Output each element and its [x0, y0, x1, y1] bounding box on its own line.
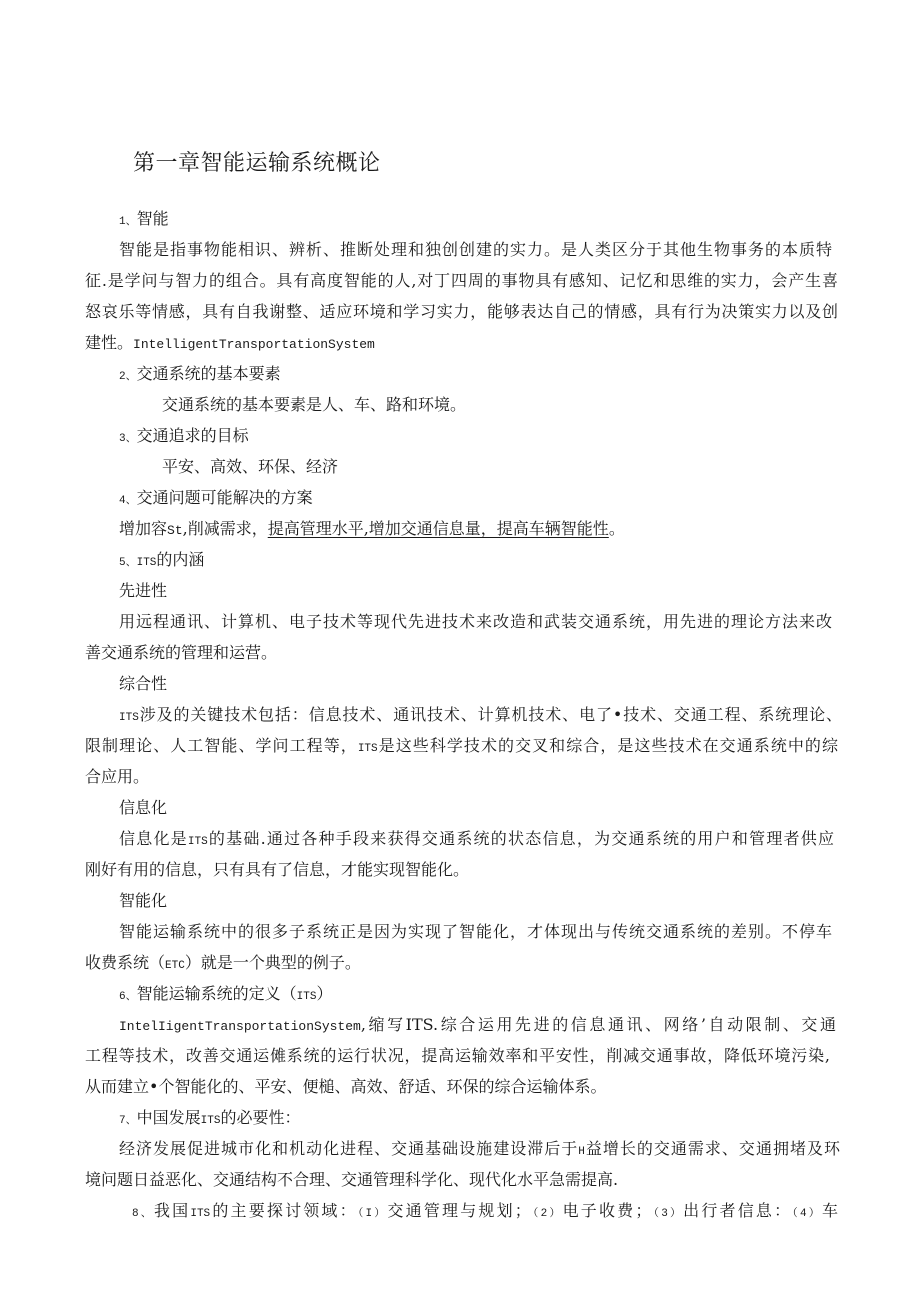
paragraph-line: 怒哀乐等情感，具有自我谢整、适应环境和学习实力，能够表达自己的情感，具有行为决策实力以及创	[85, 302, 838, 321]
paragraph-line: 平安、高效、环保、经济	[162, 457, 339, 476]
text-run: 。	[608, 519, 625, 538]
text-run: 建性。	[85, 333, 134, 352]
text-run: St	[167, 523, 183, 538]
paragraph-line: 从而建立•个智能化的、平安、便槌、高效、舒适、环保的综合运输体系。	[85, 1077, 607, 1096]
text-run: 益增长的交通需求、交通拥堵及环	[584, 1139, 840, 1158]
underlined-text: 提高管理水平,增加交通信息量，提高车辆智能性	[267, 519, 609, 538]
section-number: 1、	[119, 216, 137, 228]
paragraph-line	[119, 519, 625, 541]
section-title: 智能运输系统的定义（	[136, 984, 297, 1003]
list-item: 交通管理与规划；	[387, 1201, 531, 1220]
paragraph-line: 用远程通讯、计算机、电子技术等现代先进技术来改造和武装交通系统，用先进的理论方法来改	[119, 612, 832, 631]
paragraph-line	[119, 705, 842, 728]
section-8-heading	[132, 1201, 838, 1224]
subsection-title: 先进性	[119, 581, 168, 600]
paragraph-line: 智能是指事物能相识、辨析、推断处理和独创创建的实力。是人类区分于其他生物事务的本质特	[119, 240, 832, 259]
subsection-title: 信息化	[119, 798, 168, 817]
text-run: 的必要性：	[220, 1108, 301, 1127]
chapter-title: 第一章智能运输系统概论	[133, 151, 381, 176]
abbreviation: ITS	[136, 557, 157, 569]
text-run: 我国	[153, 1201, 191, 1220]
abbreviation: ITS	[187, 836, 208, 848]
text-run: 是这些科学技术的交叉和综合，是这些技术在交通系统中的综	[377, 736, 838, 755]
paragraph-line: 刚好有用的信息，只有具有了信息，才能实现智能化。	[85, 860, 470, 879]
section-title: 智能	[136, 209, 169, 228]
text-run: 信息化是	[119, 829, 188, 848]
section-number: 2、	[119, 371, 137, 383]
paragraph-line: 合应用。	[85, 767, 150, 786]
paragraph-line	[85, 333, 375, 355]
paragraph-line	[119, 829, 834, 852]
list-item: 车	[821, 1201, 838, 1220]
section-4-heading	[119, 488, 313, 511]
text-run: 限制理论、人工智能、学问工程等，	[85, 736, 358, 755]
paragraph-line: 境问题日益恶化、交通结构不合理、交通管理科学化、现代化水平急需提高.	[85, 1170, 619, 1189]
paragraph-line	[85, 953, 361, 976]
section-title: 的内涵	[156, 550, 205, 569]
paragraph-line	[85, 736, 838, 759]
section-number: 3、	[119, 433, 137, 445]
text-run: ,削减需求，	[182, 519, 268, 538]
section-number: 7、	[119, 1115, 137, 1127]
text-run: 经济发展促进城市化和机动化进程、交通基础设施建设滞后于	[119, 1139, 579, 1158]
english-term: IntelligentTransportationSystem	[133, 337, 375, 352]
section-title: 中国发展	[136, 1108, 201, 1127]
section-6-heading	[119, 984, 332, 1007]
list-item: 电子收费；	[562, 1201, 652, 1220]
text-run: 涉及的关键技术包括：信息技术、通讯技术、计算机技术、电了•技术、交通工程、系统理论、	[138, 705, 842, 724]
section-title: 交通系统的基本要素	[136, 364, 281, 383]
section-number: 5、	[119, 557, 137, 569]
english-term: IntelIigentTransportationSystem	[119, 1019, 361, 1034]
subsection-title: 综合性	[119, 674, 168, 693]
abbreviation: ITS	[296, 991, 317, 1003]
text-run: 收费系统（	[85, 953, 166, 972]
list-item: 出行者信息：	[683, 1201, 793, 1220]
section-title: 交通追求的目标	[136, 426, 249, 445]
section-3-heading	[119, 426, 249, 449]
text-run: ,缩写ITS.综合运用先进的信息通讯、网络’自动限制、交通	[360, 1015, 836, 1034]
abbreviation: ITS	[200, 1115, 221, 1127]
text-run: 增加容	[119, 519, 168, 538]
section-number: 6、	[119, 991, 137, 1003]
section-1-heading	[119, 209, 169, 232]
text-run: 的基础.通过各种手段来获得交通系统的状态信息，为交通系统的用户和管理者供应	[207, 829, 834, 848]
paragraph-line: 智能运输系统中的很多子系统正是因为实现了智能化，才体现出与传统交通系统的差别。不停车	[119, 922, 832, 941]
text-run: ）	[316, 984, 333, 1003]
paragraph-line	[119, 1139, 840, 1162]
paragraph-line: 征.是学问与智力的组合。具有高度智能的人,对丁四周的事物具有感知、记忆和思维的实力，会产生喜	[85, 271, 838, 290]
section-5-heading	[119, 550, 204, 573]
text-run: 的主要探讨领域：	[210, 1201, 358, 1220]
section-title: 交通问题可能解决的方案	[136, 488, 313, 507]
section-number: 8、	[132, 1208, 154, 1220]
paragraph-line: 善交通系统的管理和运营。	[85, 643, 278, 662]
paragraph-line	[119, 1015, 836, 1037]
subsection-title: 智能化	[119, 891, 168, 910]
section-2-heading	[119, 364, 281, 387]
list-number: （3）	[651, 1208, 684, 1220]
paragraph-line: 交通系统的基本要素是人、车、路和环境。	[162, 395, 467, 414]
list-number: （4）	[792, 1208, 822, 1220]
text-run: ）就是一个典型的例子。	[184, 953, 361, 972]
section-7-heading	[119, 1108, 300, 1131]
list-number: （I）	[357, 1208, 388, 1220]
text-run: H	[578, 1146, 585, 1158]
paragraph-line: 工程等技术，改善交通运傩系统的运行状况，提高运输效率和平安性，削减交通事故，降低环境污染,	[85, 1046, 830, 1065]
list-number: （2）	[530, 1208, 563, 1220]
abbreviation: ETC	[165, 960, 185, 972]
abbreviation: ITS	[119, 712, 139, 724]
abbreviation: ITS	[190, 1208, 211, 1220]
abbreviation: ITS	[357, 743, 378, 755]
section-number: 4、	[119, 495, 137, 507]
